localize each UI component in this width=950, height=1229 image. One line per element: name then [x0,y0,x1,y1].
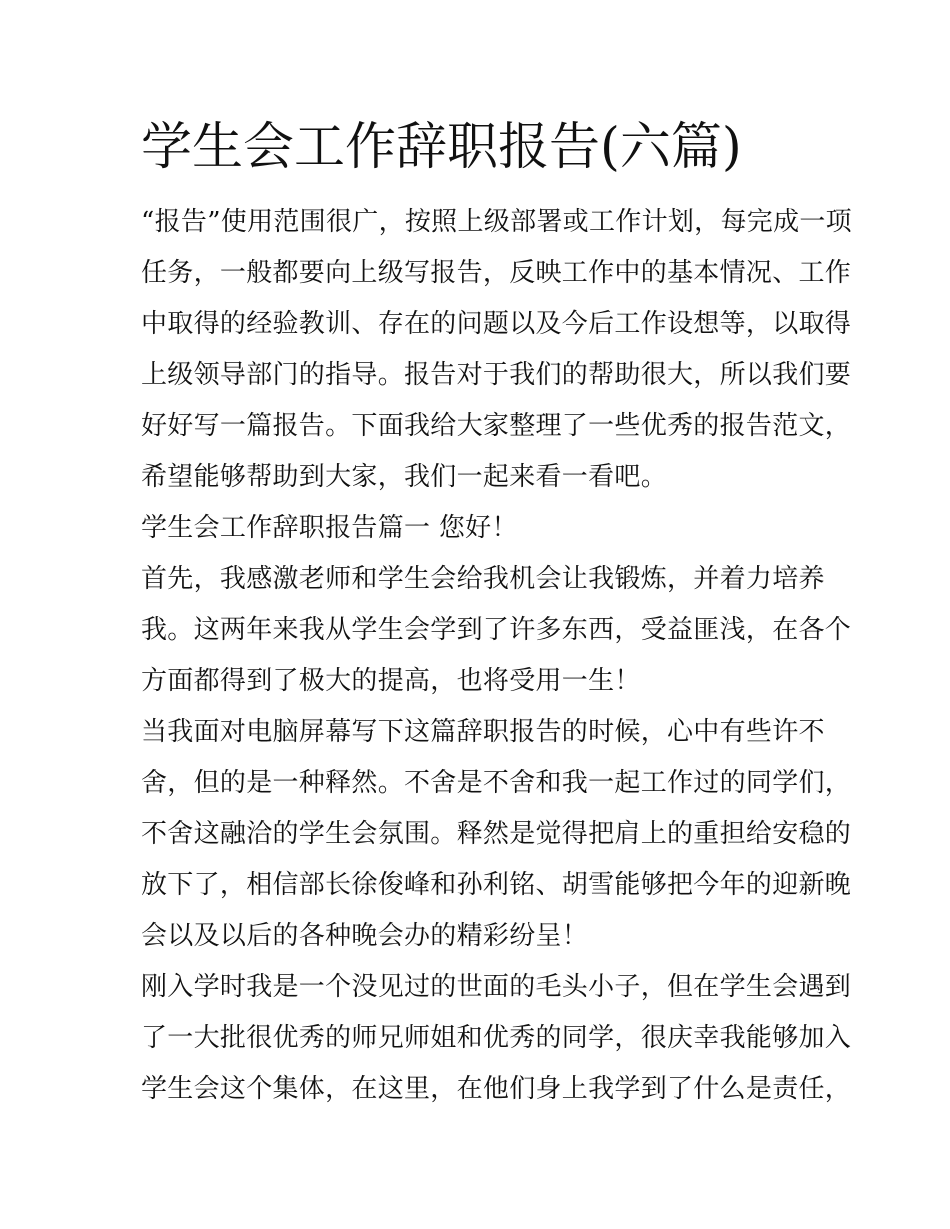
text-line: 刚入学时我是一个没见过的世面的毛头小子，但在学生会遇到 [141,972,852,1002]
text-line: 学生会这个集体，在这里，在他们身上我学到了什么是责任， [141,1074,852,1104]
document-body [141,197,852,1115]
text-line: 首先，我感激老师和学生会给我机会让我锻炼，并着力培养 [141,564,825,594]
section-heading-line: 学生会工作辞职报告篇一 您好！ [141,513,518,543]
text-line: 放下了，相信部长徐俊峰和孙利铭、胡雪能够把今年的迎新晚 [141,870,852,900]
text-line: 不舍这融洽的学生会氛围。释然是觉得把肩上的重担给安稳的 [141,819,852,849]
text-line: 会以及以后的各种晚会办的精彩纷呈！ [141,921,589,951]
text-line: “报告”使用范围很广，按照上级部署或工作计划，每完成一项 [141,207,852,237]
text-line: 希望能够帮助到大家，我们一起来看一看吧。 [141,462,668,492]
text-line: 方面都得到了极大的提高，也将受用一生！ [141,666,641,696]
document-title: 学生会工作辞职报告(六篇) [141,118,742,177]
text-line: 中取得的经验教训、存在的问题以及今后工作设想等，以取得 [141,309,852,339]
text-line: 我。这两年来我从学生会学到了许多东西，受益匪浅，在各个 [141,615,852,645]
text-line: 任务，一般都要向上级写报告，反映工作中的基本情况、工作 [141,258,852,288]
text-line: 当我面对电脑屏幕写下这篇辞职报告的时候，心中有些许不 [141,717,825,747]
text-line: 好好写一篇报告。下面我给大家整理了一些优秀的报告范文， [141,411,852,441]
text-line: 舍，但的是一种释然。不舍是不舍和我一起工作过的同学们， [141,768,852,798]
text-line: 上级领导部门的指导。报告对于我们的帮助很大，所以我们要 [141,360,852,390]
text-line: 了一大批很优秀的师兄师姐和优秀的同学，很庆幸我能够加入 [141,1023,852,1053]
